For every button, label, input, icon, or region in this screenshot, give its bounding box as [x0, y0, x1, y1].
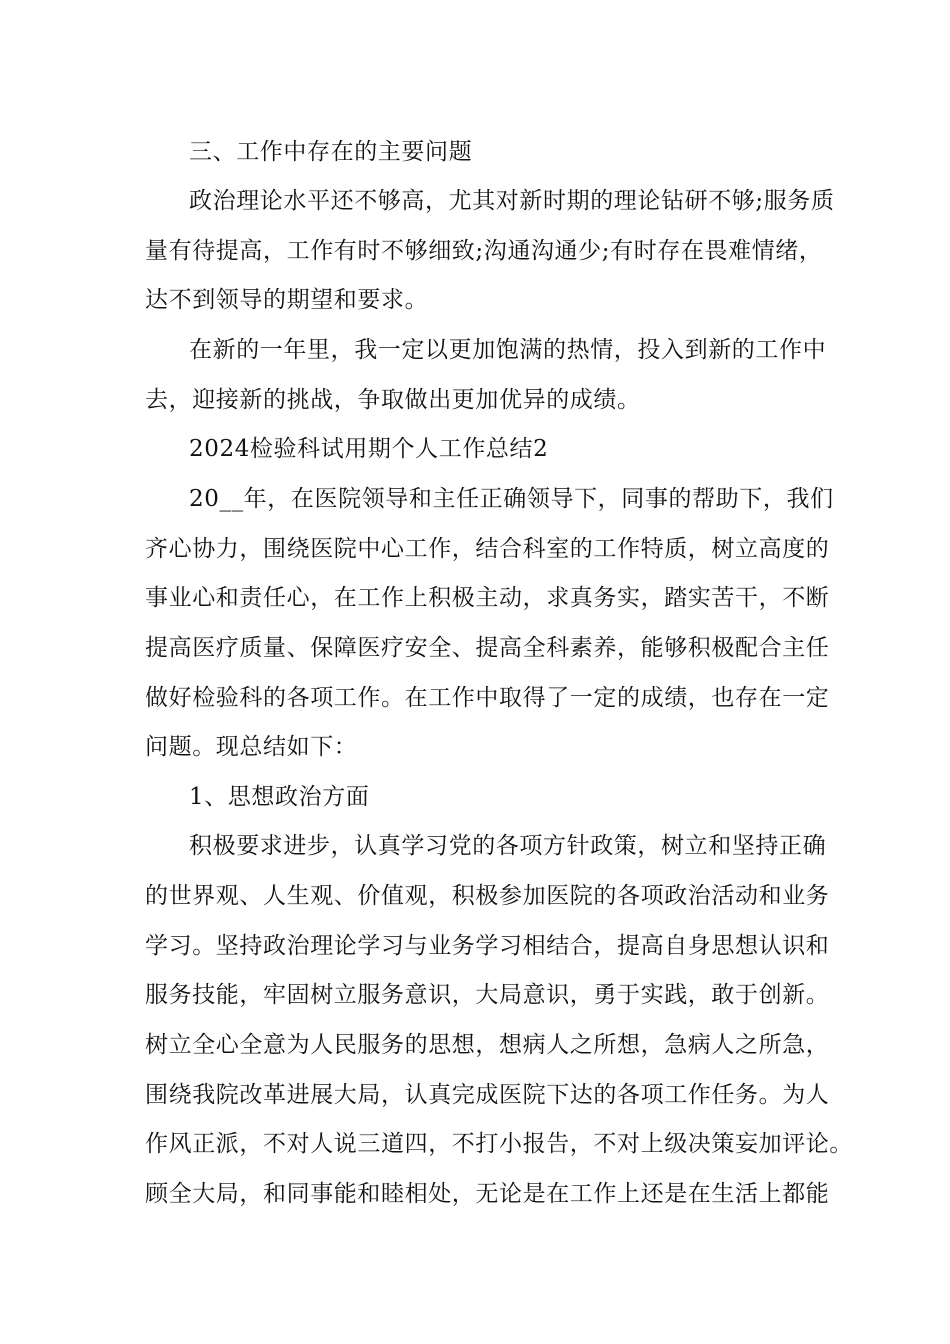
paragraph-line: 做好检验科的各项工作。在工作中取得了一定的成绩，也存在一定	[145, 685, 830, 711]
paragraph-line: 围绕我院改革进展大局，认真完成医院下达的各项工作任务。为人	[145, 1082, 830, 1108]
paragraph-line: 服务技能，牢固树立服务意识，大局意识，勇于实践，敢于创新。	[145, 982, 830, 1008]
paragraph-line: 在新的一年里，我一定以更加饱满的热情，投入到新的工作中	[189, 337, 827, 363]
section-heading-ideology: 1、思想政治方面	[189, 784, 370, 810]
paragraph-line: 树立全心全意为人民服务的思想，想病人之所想，急病人之所急，	[145, 1032, 830, 1058]
paragraph-line: 20__年，在医院领导和主任正确领导下，同事的帮助下，我们	[189, 486, 834, 512]
paragraph-line: 事业心和责任心，在工作上积极主动，求真务实，踏实苦干，不断	[145, 585, 830, 611]
paragraph-line: 量有待提高，工作有时不够细致;沟通沟通少;有时存在畏难情绪，	[145, 238, 823, 264]
paragraph-line: 顾全大局，和同事能和睦相处，无论是在工作上还是在生活上都能	[145, 1181, 830, 1207]
paragraph-line: 提高医疗质量、保障医疗安全、提高全科素养，能够积极配合主任	[145, 635, 830, 661]
paragraph-line: 政治理论水平还不够高，尤其对新时期的理论钻研不够;服务质	[189, 188, 835, 214]
paragraph-line: 的世界观、人生观、价值观，积极参加医院的各项政治活动和业务	[145, 883, 830, 909]
paragraph-line: 去，迎接新的挑战，争取做出更加优异的成绩。	[145, 387, 641, 413]
document-subtitle: 2024检验科试用期个人工作总结2	[189, 436, 549, 462]
paragraph-line: 学习。坚持政治理论学习与业务学习相结合，提高自身思想认识和	[145, 933, 830, 959]
paragraph-line: 作风正派，不对人说三道四，不打小报告，不对上级决策妄加评论。	[145, 1131, 853, 1157]
paragraph-line: 齐心协力，围绕医院中心工作，结合科室的工作特质，树立高度的	[145, 536, 830, 562]
section-heading-problems: 三、工作中存在的主要问题	[189, 139, 473, 165]
paragraph-line: 积极要求进步，认真学习党的各项方针政策，树立和坚持正确	[189, 833, 827, 859]
paragraph-line: 达不到领导的期望和要求。	[145, 287, 429, 313]
paragraph-line: 问题。现总结如下：	[145, 734, 358, 760]
